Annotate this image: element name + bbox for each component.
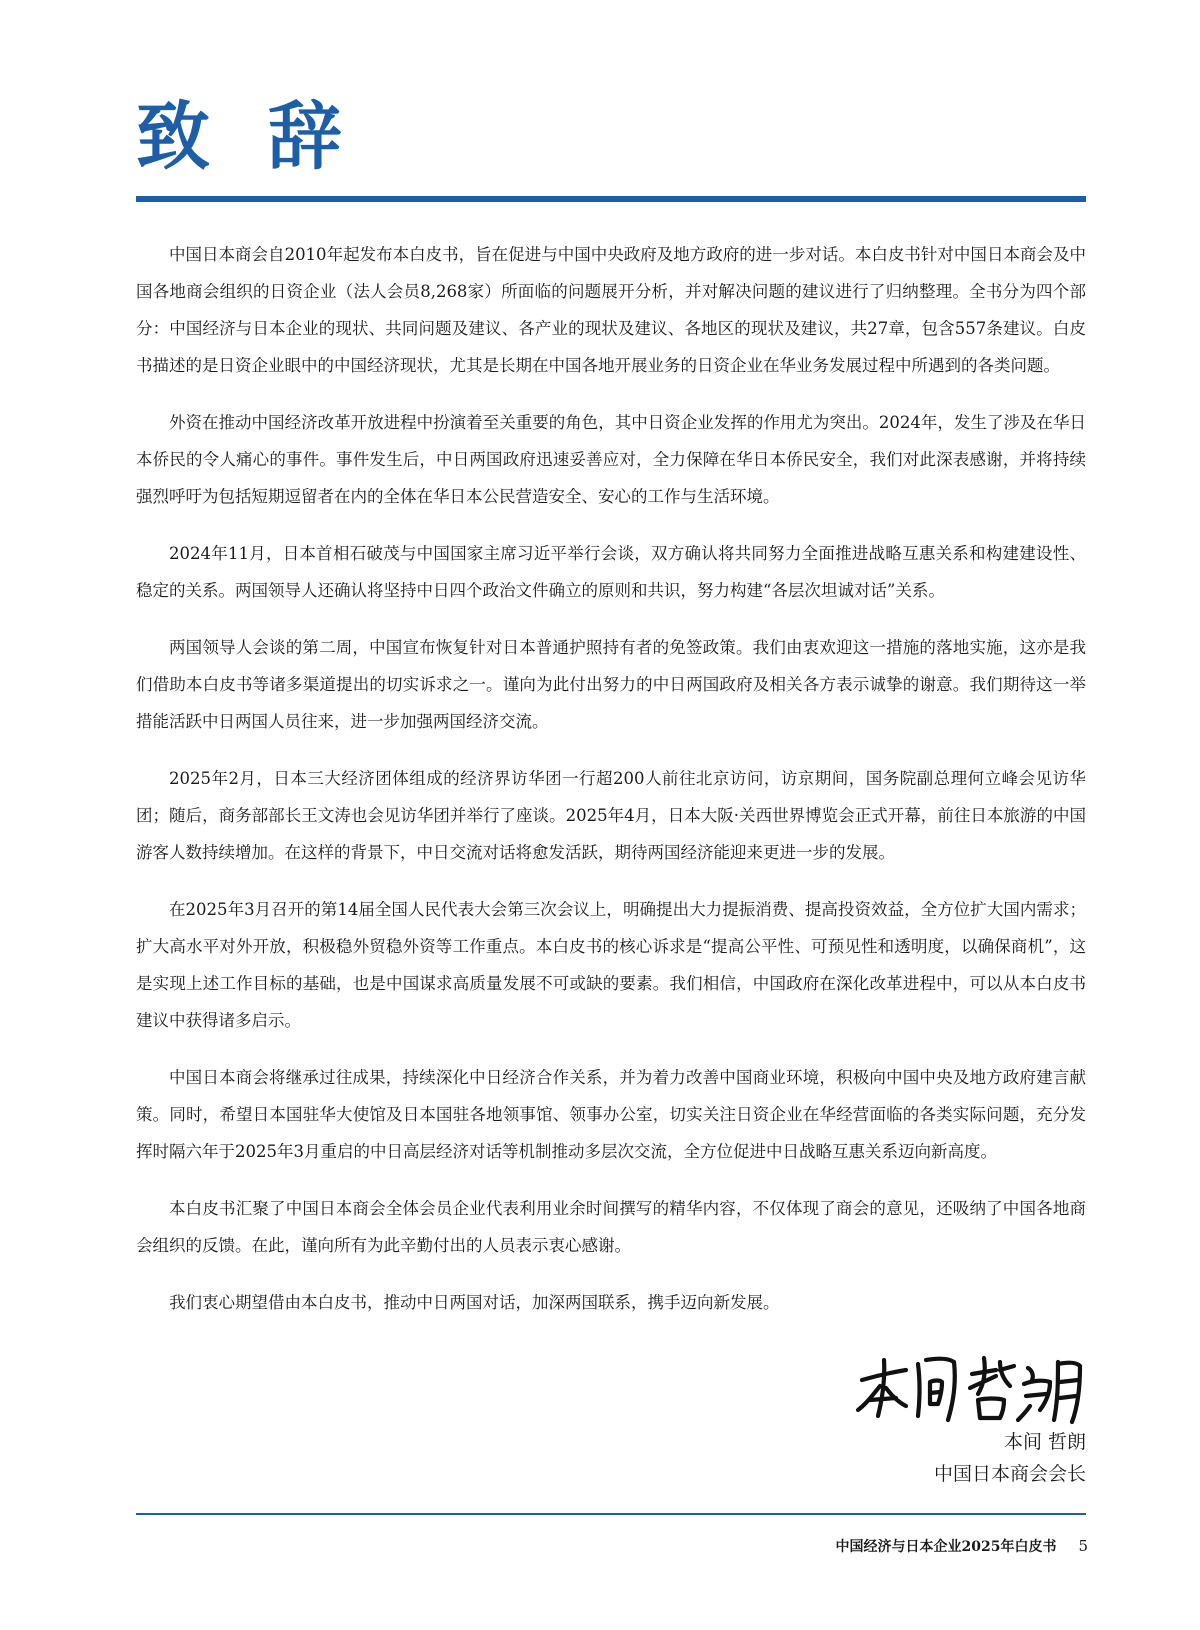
paragraph-8: 本白皮书汇聚了中国日本商会全体会员企业代表利用业余时间撰写的精华内容，不仅体现了商会的意见，还吸纳了中国各地商会组织的反馈。在此，谨向所有为此辛勤付出的人员表示衷心感谢。 (136, 1199, 1086, 1255)
paragraph-7: 中国日本商会将继承过往成果，持续深化中日经济合作关系，并为着力改善中国商业环境，积极向中国中央及地方政府建言献策。同时，希望日本国驻华大使馆及日本国驻各地领事馆、领事办公室，切实关注日资企业在华经营面临的各类实际问题，充分发挥时隔六年于2025年3月重启的中日高层经济对话等机制推动多层次交流，全方位促进中日战略互惠关系迈向新高度。 (136, 1068, 1086, 1161)
publication-title: 中国经济与日本企业2025年白皮书 (835, 1539, 1057, 1555)
handwritten-signature (854, 1350, 1086, 1426)
paragraph-4: 两国领导人会谈的第二周，中国宣布恢复针对日本普通护照持有者的免签政策。我们由衷欢迎这一措施的落地实施，这亦是我们借助本白皮书等诸多渠道提出的切实诉求之一。谨向为此付出努力的中日两国政府及相关各方表示诚挚的谢意。我们期待这一举措能活跃中日两国人员往来，进一步加强两国经济交流。 (136, 638, 1086, 731)
page-footer (835, 1536, 1088, 1556)
page-number: 5 (1078, 1537, 1088, 1555)
paragraph-1: 中国日本商会自2010年起发布本白皮书，旨在促进与中国中央政府及地方政府的进一步对话。本白皮书针对中国日本商会及中国各地商会组织的日资企业（法人会员8,268家）所面临的问题展开分析，并对解决问题的建议进行了归纳整理。全书分为四个部分：中国经济与日本企业的现状、共同问题及建议、各产业的现状及建议、各地区的现状及建议，共27章，包含557条建议。白皮书描述的是日资企业眼中的中国经济现状，尤其是长期在中国各地开展业务的日资企业在华业务发展过程中所遇到的各类问题。 (136, 245, 1086, 375)
signatory-name: 本间 哲朗 (1003, 1431, 1086, 1453)
page-title: 致 辞 (136, 94, 358, 180)
letter-body (136, 236, 1086, 1341)
footer-divider (136, 1513, 1086, 1515)
paragraph-3: 2024年11月，日本首相石破茂与中国国家主席习近平举行会谈，双方确认将共同努力全面推进战略互惠关系和构建建设性、稳定的关系。两国领导人还确认将坚持中日四个政治文件确立的原则和共识，努力构建“各层次坦诚对话”关系。 (136, 544, 1086, 600)
signatory-title: 中国日本商会会长 (933, 1463, 1086, 1485)
signature-block (854, 1350, 1086, 1490)
paragraph-6: 在2025年3月召开的第14届全国人民代表大会第三次会议上，明确提出大力提振消费、提高投资效益，全方位扩大国内需求；扩大高水平对外开放，积极稳外贸稳外资等工作重点。本白皮书的核心诉求是“提高公平性、可预见性和透明度，以确保商机”，这是实现上述工作目标的基础，也是中国谋求高质量发展不可或缺的要素。我们相信，中国政府在深化改革进程中，可以从本白皮书建议中获得诸多启示。 (136, 900, 1086, 1030)
paragraph-5: 2025年2月，日本三大经济团体组成的经济界访华团一行超200人前往北京访问，访京期间，国务院副总理何立峰会见访华团；随后，商务部部长王文涛也会见访华团并举行了座谈。2025年4月，日本大阪·关西世界博览会正式开幕，前往日本旅游的中国游客人数持续增加。在这样的背景下，中日交流对话将愈发活跃，期待两国经济能迎来更进一步的发展。 (136, 769, 1086, 862)
title-divider (136, 196, 1086, 202)
paragraph-9: 我们衷心期望借由本白皮书，推动中日两国对话，加深两国联系，携手迈向新发展。 (169, 1293, 780, 1312)
paragraph-2: 外资在推动中国经济改革开放进程中扮演着至关重要的角色，其中日资企业发挥的作用尤为突出。2024年，发生了涉及在华日本侨民的令人痛心的事件。事件发生后，中日两国政府迅速妥善应对，全力保障在华日本侨民安全，我们对此深表感谢，并将持续强烈呼吁为包括短期逗留者在内的全体在华日本公民营造安全、安心的工作与生活环境。 (136, 413, 1086, 506)
